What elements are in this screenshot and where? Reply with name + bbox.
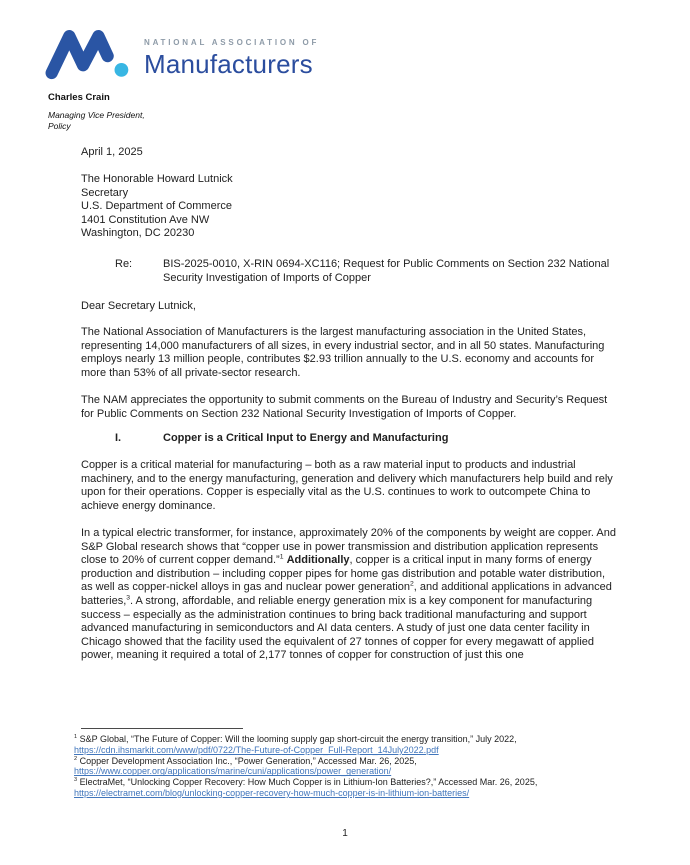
author-block — [48, 92, 145, 131]
footnote-1-number: 1 — [74, 734, 78, 740]
nam-wordmark — [144, 38, 319, 82]
recipient-line: Secretary — [81, 186, 129, 199]
recipient-line: U.S. Department of Commerce — [81, 200, 232, 213]
section-1-heading — [115, 432, 620, 446]
footnote-2 — [74, 756, 630, 778]
logo-org-small: NATIONAL ASSOCIATION OF — [144, 38, 320, 47]
footnote-2-number: 2 — [74, 755, 78, 762]
footnote-2-text: Copper Development Association Inc., “Power Generation,” Accessed Mar. 26, 2025, — [79, 755, 417, 766]
paragraph-nam-appreciates: The NAM appreciates the opportunity to submit comments on the Bureau of Industry and Security’s Request for Public Comments on Section 232 National Security Investigation of Imports of Copper. — [81, 394, 608, 420]
footnote-3-text: ElectraMet, “Unlocking Copper Recovery: How Much Copper is in Lithium-Ion Batteries?,” Accessed Mar. 26, 2025, — [79, 777, 538, 788]
paragraph-transformer: In a typical electric transformer, for instance, approximately 20% of the components by weight are copper. And S&P Global research shows that “copper use in power transmission and distribution application represents close to 20% of current copper demand.”$^1$ Additionally, copper is a critical input in many forms of energy production and distribution – including copper pipes for home gas distribution and potable water distribution, as well as copper-nickel alloys in gas and nuclear power generation$^2$, and additional applications in advanced batteries,$^3$. A strong, affordable, and reliable energy generation mix is a key component for manufacturing success – especially as the administration continues to bring back traditional manufacturing and support advanced manufacturing in semiconductors and AI data centers. A study of just one data center facility in Chicago showed that the facility used the equivalent of 27 tonnes of copper for every megawatt of applied power, meaning it required a total of 2,177 tonnes of copper for construction of just this one — [81, 527, 617, 662]
author-title-line2: Policy — [48, 120, 71, 131]
footnote-1-link[interactable]: https://cdn.ihsmarkit.com/www/pdf/0722/The-Future-of-Copper_Full-Report_14July2022.pdf — [74, 744, 439, 755]
recipient-address — [81, 173, 233, 241]
letter-date: April 1, 2025 — [81, 146, 143, 158]
author-title — [48, 110, 145, 131]
re-line — [115, 258, 620, 285]
section-1-number: I. — [115, 432, 122, 444]
author-name: Charles Crain — [48, 92, 110, 103]
recipient-line: The Honorable Howard Lutnick — [81, 173, 233, 185]
footnote-separator — [81, 728, 243, 729]
page-number: 1 — [342, 828, 348, 839]
author-title-line1: Managing Vice President, — [48, 110, 145, 120]
footnote-2-link[interactable]: https://www.copper.org/applications/marine/cuni/applications/power_generation/ — [74, 766, 392, 777]
recipient-line: 1401 Constitution Ave NW — [81, 213, 210, 226]
salutation: Dear Secretary Lutnick, — [81, 300, 196, 312]
nam-m-icon — [44, 24, 136, 82]
paragraph-copper-critical: Copper is a critical material for manufacturing – both as a raw material input to products and industrial machinery, and to the energy manufacturing, generation and delivery which manufacturers help build and rely upon for their operations. Copper is especially vital as the U.S. continues to work to outcompete China to achieve energy dominance. — [81, 459, 613, 512]
footnote-1-text: S&P Global, “The Future of Copper: Will the looming supply gap short-circuit the energy transition,” July 2022, — [79, 734, 517, 744]
footnotes — [74, 734, 630, 799]
paragraph-nam-intro: The National Association of Manufacturers is the largest manufacturing association in the United States, representing 14,000 manufacturers of all sizes, in every industrial sector, and in all 50 states. Manufacturing employs nearly 13 million people, contributes $2.93 trillion annually to the U.S. economy and accounts for more than 53% of all private-sector research. — [81, 326, 605, 379]
footnote-3 — [74, 777, 630, 799]
logo-org-large: Manufacturers — [144, 49, 313, 79]
footnote-3-link[interactable]: https://electramet.com/blog/unlocking-copper-recovery-how-much-copper-is-in-lithium-ion-batteries/ — [74, 787, 470, 798]
nam-logo — [44, 24, 319, 82]
section-1-title: Copper is a Critical Input to Energy and Manufacturing — [163, 432, 449, 444]
footnote-1 — [74, 734, 630, 756]
footnote-3-number: 3 — [74, 777, 78, 784]
re-text: BIS-2025-0010, X-RIN 0694-XC116; Request for Public Comments on Section 232 National Security Investigation of Imports of Copper — [163, 258, 610, 284]
recipient-line: Washington, DC 20230 — [81, 227, 195, 240]
re-label: Re: — [115, 258, 133, 270]
